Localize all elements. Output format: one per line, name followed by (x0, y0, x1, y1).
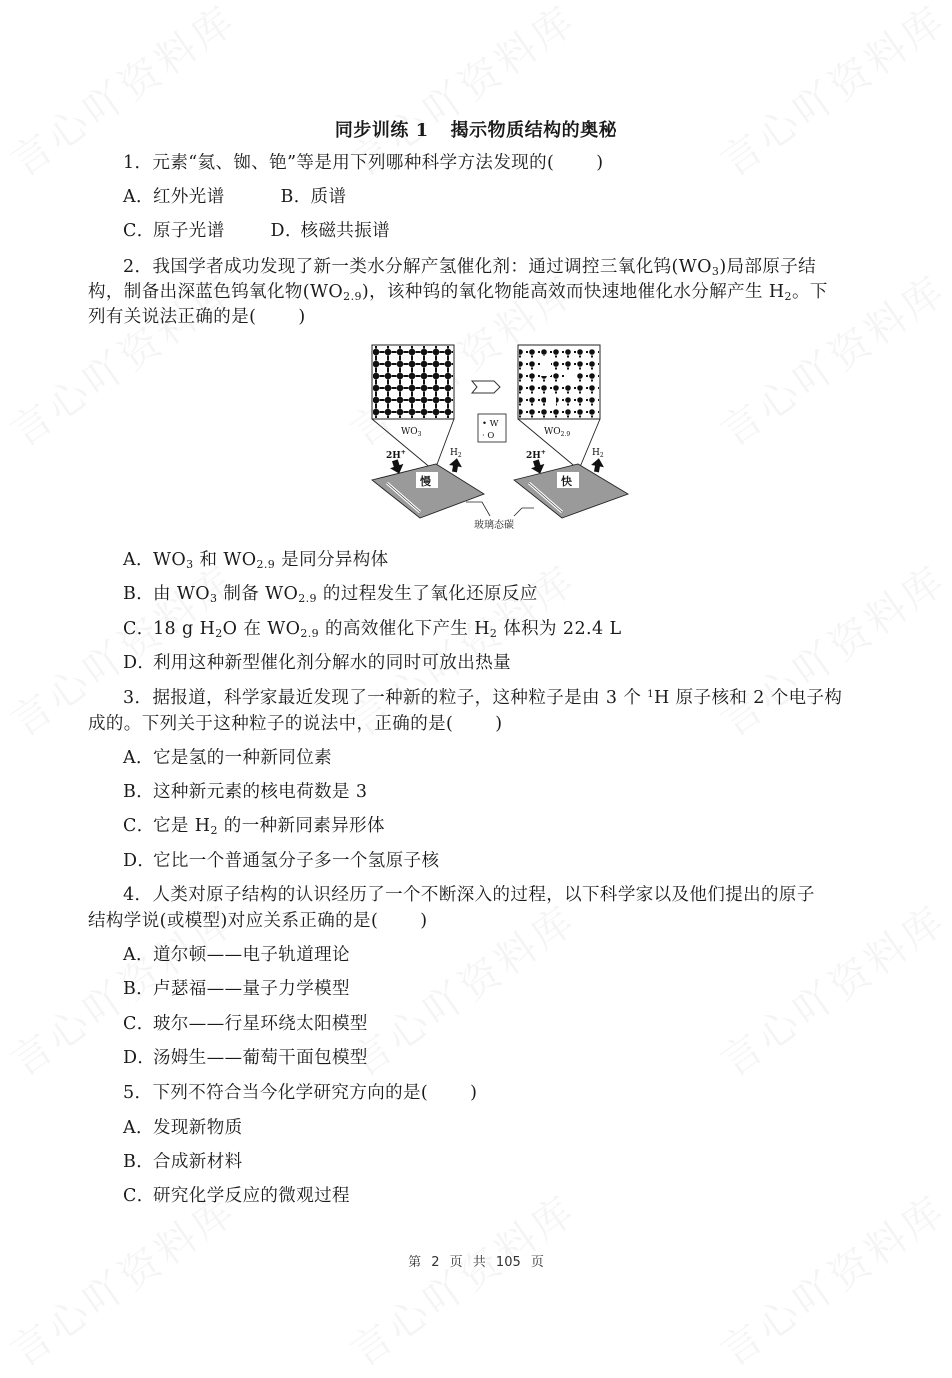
question-text: 构，制备出深蓝色钨氧化物(WO (88, 282, 344, 302)
option-text: 制备 WO (217, 584, 299, 604)
option-label: A． (123, 1118, 154, 1138)
question-5-stem (123, 1082, 903, 1104)
slow-label: 慢 (420, 475, 431, 488)
fast-label: 快 (561, 475, 572, 488)
page-footer: 第 2 页 共 105 页 (408, 1255, 544, 1270)
question-number: 3． (123, 688, 153, 708)
option-text: 质谱 (310, 187, 347, 207)
question-4-option-b[interactable] (123, 978, 903, 1000)
option-text: 由 WO (153, 584, 210, 604)
question-4-stem-line-2 (88, 910, 868, 932)
option-text: 原子光谱 (153, 221, 225, 241)
option-text: 和 WO (193, 550, 257, 570)
question-text: 据报道，科学家最近发现了一种新的粒子，这种粒子是由 3 个 (152, 688, 648, 708)
option-label: B． (123, 782, 155, 802)
svg-text:H2: $H_2$ (592, 448, 604, 459)
option-text: 玻尔——行星环绕太阳模型 (153, 1014, 368, 1034)
svg-text:H2: $H_2$ (450, 448, 462, 459)
question-1-stem (123, 152, 903, 174)
svg-text:· O: · O (482, 431, 495, 441)
question-5-option-b[interactable] (123, 1151, 903, 1173)
catalyst-diagram (366, 342, 634, 534)
question-number: 2． (123, 257, 153, 277)
answer-paren: ) (495, 714, 503, 734)
option-text: 18 g H (153, 619, 216, 639)
question-text: 元素“氦、铷、铯”等是用下列哪种科学方法发现的( (152, 153, 555, 173)
question-2-stem-line-2 (88, 281, 868, 303)
question-text: 列有关说法正确的是( (88, 307, 257, 327)
option-label: C． (123, 221, 155, 241)
option-label: B． (280, 187, 312, 207)
question-text: 人类对原子结构的认识经历了一个不断深入的过程，以下科学家以及他们提出的原子 (152, 885, 815, 905)
question-3-stem-line-2 (88, 713, 868, 735)
question-3-option-b[interactable] (123, 781, 903, 803)
question-2-option-c[interactable] (123, 618, 903, 640)
option-text: 的高效催化下产生 H (319, 619, 490, 639)
question-4-stem-line-1 (123, 884, 903, 906)
answer-paren: ) (420, 911, 428, 931)
option-label: A． (123, 550, 154, 570)
question-1-options-row-2 (123, 220, 903, 242)
option-a[interactable] (123, 187, 225, 207)
option-text: 研究化学反应的微观过程 (153, 1186, 350, 1206)
question-2-stem-line-1 (123, 256, 903, 278)
answer-paren: ) (298, 307, 306, 327)
option-b[interactable] (281, 187, 347, 207)
question-text: )，该种钨的氧化物能高效而快速地催化水分解产生 H (361, 282, 785, 302)
question-3-option-d[interactable] (123, 850, 903, 872)
option-label: B． (123, 979, 155, 999)
option-text: 核磁共振谱 (300, 221, 391, 241)
subscript: 2.9 (343, 290, 362, 303)
option-label: A． (123, 748, 154, 768)
option-text: 道尔顿——电子轨道理论 (153, 945, 350, 965)
option-text: 这种新元素的核电荷数是 3 (153, 782, 368, 802)
subscript: 2.9 (256, 558, 276, 571)
question-3-stem-line-1 (123, 687, 903, 709)
question-2-option-a[interactable] (123, 549, 903, 571)
option-text: 合成新材料 (153, 1152, 243, 1172)
question-text: 。下 (791, 282, 828, 302)
question-4-option-a[interactable] (123, 944, 903, 966)
question-text: 结构学说(或模型)对应关系正确的是( (88, 911, 379, 931)
option-label: C． (123, 1014, 155, 1034)
option-text: 发现新物质 (153, 1118, 243, 1138)
page-title (0, 116, 952, 142)
subscript: 2 (489, 627, 498, 640)
option-text: 体积为 22.4 L (497, 619, 622, 639)
option-text: 的一种新同素异形体 (217, 816, 385, 836)
svg-text:WO2.9: $WO_{2.9}$ (544, 427, 571, 438)
question-4-option-d[interactable] (123, 1047, 903, 1069)
option-text: 是同分异构体 (275, 550, 389, 570)
question-5-option-c[interactable] (123, 1185, 903, 1207)
option-label: C． (123, 816, 155, 836)
question-2-option-d[interactable] (123, 652, 903, 674)
question-number: 5． (123, 1083, 153, 1103)
subscript: 2.9 (298, 592, 317, 605)
question-2-stem-line-3 (88, 306, 868, 328)
title-prefix: 同步训练 1 (334, 120, 429, 141)
question-text: 我国学者成功发现了新一类水分解产氢催化剂：通过调控三氧化钨(WO (152, 257, 712, 277)
question-text: )局部原子结 (719, 257, 817, 277)
electrode-label: 玻璃态碳 (474, 520, 514, 531)
option-label: B． (123, 1152, 155, 1172)
question-1-options-row-1 (123, 186, 903, 208)
watermark (338, 1179, 587, 1377)
question-5-option-a[interactable] (123, 1117, 903, 1139)
option-text: 的过程发生了氧化还原反应 (316, 584, 538, 604)
option-d[interactable] (271, 221, 391, 241)
option-text: 它比一个普通氢分子多一个氢原子核 (153, 851, 440, 871)
title-main: 揭示物质结构的奥秘 (450, 120, 618, 141)
question-3-option-c[interactable] (123, 815, 903, 837)
option-label: A． (123, 187, 154, 207)
question-number: 1． (123, 153, 153, 173)
option-c[interactable] (123, 221, 225, 241)
subscript: 3 (186, 558, 194, 571)
option-text: 卢瑟福——量子力学模型 (153, 979, 350, 999)
watermark (708, 1179, 952, 1377)
svg-text:2H+: 2H+ (386, 449, 406, 461)
option-label: D． (270, 221, 303, 241)
question-text: 下列不符合当今化学研究方向的是( (152, 1083, 429, 1103)
subscript: 3 (210, 592, 218, 605)
option-text: 它是 H (153, 816, 211, 836)
option-label: D． (123, 851, 156, 871)
option-label: B． (123, 584, 155, 604)
question-text: H 原子核和 2 个电子构 (654, 688, 843, 708)
option-label: C． (123, 1186, 155, 1206)
watermark (0, 1179, 246, 1377)
option-label: D． (123, 653, 156, 673)
option-label: A． (123, 945, 154, 965)
answer-paren: ) (470, 1083, 478, 1103)
option-text: 利用这种新型催化剂分解水的同时可放出热量 (153, 653, 511, 673)
superscript: 1 (647, 689, 655, 700)
option-text: WO (153, 550, 187, 570)
option-label: C． (123, 619, 155, 639)
subscript: 2.9 (300, 627, 320, 640)
question-text: 成的。下列关于这种粒子的说法中，正确的是( (88, 714, 454, 734)
svg-text:• W: • W (482, 419, 499, 429)
option-text: 红外光谱 (153, 187, 225, 207)
option-text: 它是氢的一种新同位素 (153, 748, 332, 768)
question-4-option-c[interactable] (123, 1013, 903, 1035)
subscript: 2 (784, 290, 792, 303)
svg-text:WO3: $WO_3$ (401, 427, 422, 438)
option-text: O 在 WO (222, 619, 301, 639)
subscript: 3 (711, 265, 720, 278)
option-label: D． (123, 1048, 156, 1068)
diagram-svg (366, 342, 634, 534)
subscript: 2 (215, 627, 223, 640)
question-number: 4． (123, 885, 153, 905)
svg-text:2H+: 2H+ (526, 449, 546, 461)
question-2-option-b[interactable] (123, 583, 903, 605)
subscript: 2 (210, 824, 218, 837)
answer-paren: ) (596, 153, 604, 173)
question-3-option-a[interactable] (123, 747, 903, 769)
option-text: 汤姆生——葡萄干面包模型 (153, 1048, 368, 1068)
